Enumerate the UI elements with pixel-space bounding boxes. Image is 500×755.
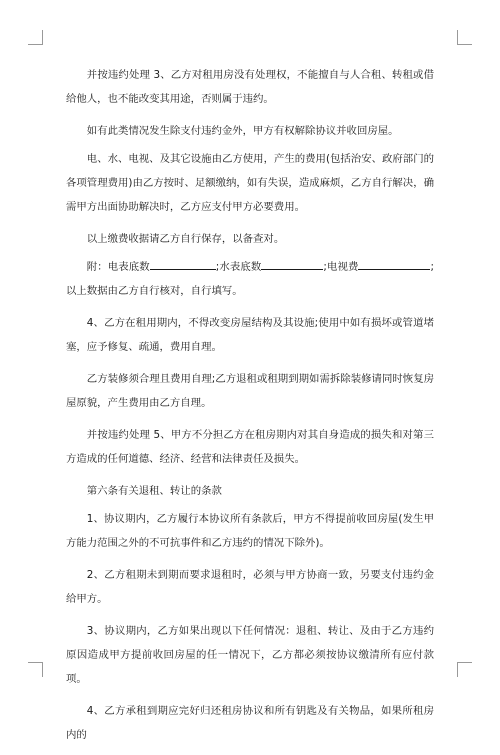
crop-mark-bottom-right	[457, 662, 472, 677]
section-heading: 第六条有关退租、转让的条款	[86, 485, 222, 497]
tv-fee-blank	[358, 257, 430, 270]
paragraph: 3、协议期内，乙方如果出现以下任何情况：退租、转让、及由于乙方违约原因造成甲方提前收回房屋的任一情况下，乙方都必须按协议缴清所有应付款项。	[66, 625, 434, 685]
paragraph: 并按违约处理 5、甲方不分担乙方在租房期内对其自身造成的损失和对第三方造成的任何道德、经济、经营和法律责任及损失。	[66, 429, 434, 465]
water-meter-blank	[261, 257, 323, 270]
paragraph: 2、乙方租期未到期而要求退租时，必须与甲方协商一致，另要支付违约金给甲方。	[66, 569, 434, 605]
paragraph: 4、乙方在租用期内，不得改变房屋结构及其设施;使用中如有损坏或管道堵塞，应予修复、疏通，费用自理。	[66, 317, 434, 353]
meter-note: ;以上数据由乙方自行核对，自行填写。	[66, 261, 434, 297]
meter-label-electric: 附：电表底数	[86, 261, 150, 273]
crop-mark-top-right	[457, 30, 472, 45]
paragraph: 并按违约处理 3、乙方对租用房没有处理权，不能擅自与人合租、转租或借给他人，也不能改变其用途，否则属于违约。	[66, 69, 434, 105]
paragraph: 以上缴费收据请乙方自行保存，以备查对。	[86, 233, 285, 245]
meter-readings-line	[66, 255, 434, 303]
document-body	[66, 63, 434, 755]
paragraph: 电、水、电视、及其它设施由乙方使用，产生的费用(包括治安、政府部门的各项管理费用)由乙方按时、足额缴纳，如有失误，造成麻烦，乙方自行解决，确需甲方出面协助解决时，乙方应支付甲方必要费用。	[66, 153, 434, 213]
meter-label-water: ;水表底数	[215, 261, 262, 273]
crop-mark-top-left	[28, 30, 43, 45]
paragraph: 1、协议期内，乙方履行本协议所有条款后，甲方不得提前收回房屋(发生甲方能力范围之外的不可抗事件和乙方违约的情况下除外)。	[66, 513, 434, 549]
meter-label-tv: ;电视费	[323, 261, 359, 273]
crop-mark-bottom-left	[28, 662, 43, 677]
paragraph: 乙方装修须合理且费用自理;乙方退租或租期到期如需拆除装修请同时恢复房屋原貌，产生费用由乙方自理。	[66, 373, 434, 409]
electric-meter-blank	[150, 257, 216, 270]
paragraph: 如有此类情况发生除支付违约金外，甲方有权解除协议并收回房屋。	[86, 125, 399, 137]
paragraph: 4、乙方承租到期应完好归还租房协议和所有钥匙及有关物品，如果所租房内的	[66, 705, 434, 741]
